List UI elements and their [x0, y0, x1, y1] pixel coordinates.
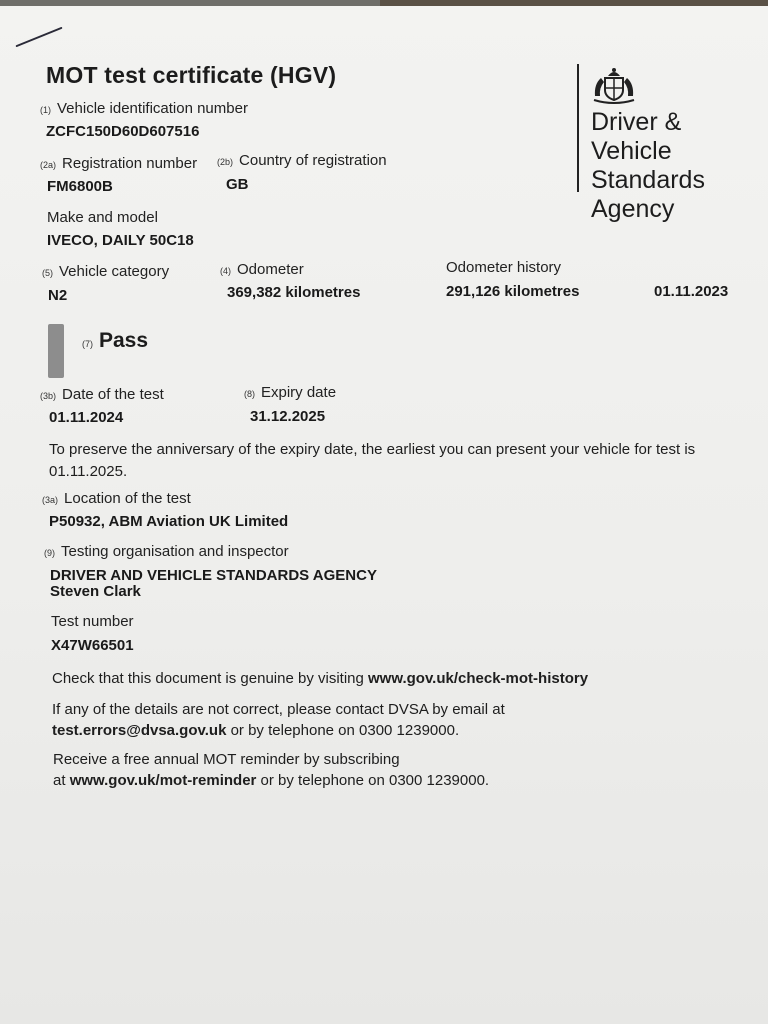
category-number: (5) — [42, 268, 53, 278]
certificate-title: MOT test certificate (HGV) — [46, 62, 337, 88]
errors-line1: If any of the details are not correct, please contact DVSA by email at — [52, 701, 505, 718]
registration-label: Registration number — [62, 155, 198, 172]
royal-crest-icon — [591, 66, 637, 104]
errors-line2 — [52, 722, 459, 739]
country-value: GB — [226, 176, 249, 193]
test-date-label-row — [40, 386, 164, 403]
reminder-line2 — [53, 772, 489, 789]
errors-phone-text: or by telephone on 0300 1239000. — [226, 722, 460, 739]
anniversary-note-line2: 01.11.2025. — [49, 463, 128, 480]
location-value: P50932, ABM Aviation UK Limited — [49, 513, 289, 530]
location-label: Location of the test — [64, 490, 191, 507]
odometer-history-label: Odometer history — [446, 259, 562, 276]
result-row — [82, 329, 148, 353]
check-genuine-text: Check that this document is genuine by visiting — [52, 670, 369, 687]
odometer-history-value: 291,126 kilometres — [446, 283, 580, 300]
odometer-value: 369,382 kilometres — [227, 284, 361, 301]
country-label-row — [217, 152, 387, 169]
country-number: (2b) — [217, 157, 234, 167]
agency-name: Driver & Vehicle Standards Agency — [591, 108, 705, 223]
inspector-name: Steven Clark — [50, 583, 141, 600]
test-date-label: Date of the test — [62, 386, 164, 403]
reminder-phone-text: or by telephone on 0300 1239000. — [256, 772, 490, 789]
organisation-label: Testing organisation and inspector — [61, 543, 289, 560]
location-number: (3a) — [42, 495, 59, 505]
anniversary-note-line1: To preserve the anniversary of the expiry date, the earliest you can present your vehicle for test is — [49, 441, 696, 458]
make-model-value: IVECO, DAILY 50C18 — [47, 232, 194, 249]
expiry-value: 31.12.2025 — [250, 408, 326, 425]
agency-divider-line — [577, 64, 579, 192]
vin-label-row — [40, 100, 248, 117]
odometer-label: Odometer — [237, 261, 304, 278]
vin-value: ZCFC150D60D607516 — [46, 123, 200, 140]
category-value: N2 — [48, 287, 68, 304]
certificate-page — [0, 6, 768, 1024]
expiry-label-row — [244, 384, 336, 401]
vin-number: (1) — [40, 105, 51, 115]
registration-value: FM6800B — [47, 178, 113, 195]
mot-reminder-link[interactable]: www.gov.uk/mot-reminder — [69, 772, 257, 789]
redacted-mark — [48, 324, 64, 378]
test-date-number: (3b) — [40, 391, 57, 401]
check-genuine-line — [52, 670, 588, 687]
errors-email-link[interactable]: test.errors@dvsa.gov.uk — [52, 722, 227, 739]
make-model-label: Make and model — [47, 209, 158, 226]
reminder-at-text: at — [53, 772, 70, 789]
pen-mark — [15, 27, 62, 48]
category-label: Vehicle category — [59, 263, 170, 280]
odometer-history-date: 01.11.2023 — [654, 283, 729, 300]
registration-number: (2a) — [40, 160, 57, 170]
test-number-value: X47W66501 — [51, 637, 134, 654]
location-label-row — [42, 490, 191, 507]
test-date-value: 01.11.2024 — [49, 409, 124, 426]
organisation-label-row — [44, 543, 289, 560]
result-number: (7) — [82, 339, 93, 349]
result-pass: Pass — [99, 329, 149, 352]
category-label-row — [42, 263, 169, 280]
registration-label-row — [40, 155, 197, 172]
country-label: Country of registration — [239, 152, 387, 169]
organisation-value: DRIVER AND VEHICLE STANDARDS AGENCY — [50, 567, 377, 584]
check-mot-history-link[interactable]: www.gov.uk/check-mot-history — [368, 670, 589, 687]
odometer-number: (4) — [220, 266, 231, 276]
expiry-label: Expiry date — [261, 384, 337, 401]
vin-label: Vehicle identification number — [57, 100, 248, 117]
expiry-number: (8) — [244, 389, 255, 399]
reminder-line1: Receive a free annual MOT reminder by subscribing — [53, 751, 400, 768]
test-number-label: Test number — [51, 613, 134, 630]
organisation-number: (9) — [44, 548, 55, 558]
odometer-label-row — [220, 261, 304, 278]
